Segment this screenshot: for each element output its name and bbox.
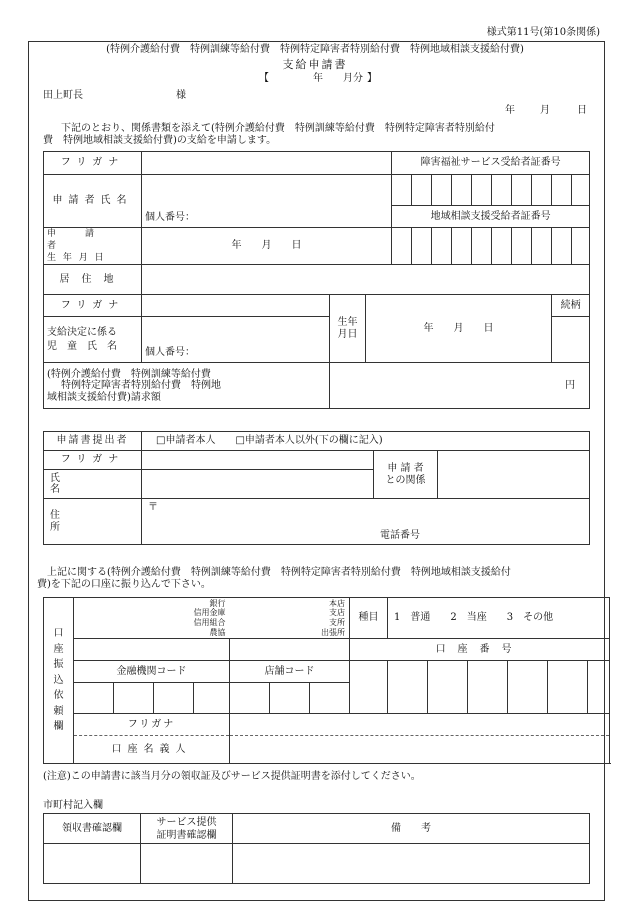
date-day: 日	[577, 105, 587, 116]
branch-code-digit[interactable]	[230, 683, 270, 714]
branch-code-label: 店舗コード	[230, 661, 350, 683]
account-number-digit[interactable]	[388, 661, 428, 714]
submitter-address-input[interactable]	[142, 499, 590, 545]
attachment-note: (注意)この申請書に該当月分の領収証及びサービス提供証明書を添付してください。	[43, 771, 421, 782]
office-title: 市町村記入欄	[43, 800, 103, 811]
bank-table	[43, 597, 610, 764]
regional-cert-digit[interactable]	[432, 228, 452, 265]
institution-code-digit[interactable]	[194, 683, 230, 714]
period-open: 【	[259, 73, 269, 84]
institution-code-digit[interactable]	[74, 683, 114, 714]
welfare-cert-label: 障害福祉サービス受給者証番号	[392, 152, 590, 175]
branch-filler	[230, 639, 350, 661]
phone-label: 電話番号	[380, 529, 420, 541]
regional-cert-label: 地域相談支援受給者証番号	[392, 206, 590, 228]
bank-side-label: 口 座 振 込 依 頼 欄	[44, 598, 74, 764]
date-year: 年	[505, 105, 515, 116]
relation-input[interactable]	[552, 317, 590, 363]
welfare-cert-digit[interactable]	[532, 175, 552, 206]
date-month: 月	[540, 105, 550, 116]
welfare-cert-digit[interactable]	[492, 175, 512, 206]
applicant-furigana-label: フリガナ	[44, 152, 142, 175]
regional-cert-digit[interactable]	[552, 228, 572, 265]
regional-cert-digit[interactable]	[412, 228, 432, 265]
submitter-furigana-input[interactable]	[142, 451, 374, 470]
applicant-name-label: 申請者氏名	[44, 175, 142, 228]
institution-code-digit[interactable]	[114, 683, 154, 714]
account-number-digit[interactable]	[548, 661, 588, 714]
receipt-check-label: 領収書確認欄	[44, 814, 141, 844]
form-number: 様式第11号(第10条関係)	[486, 27, 600, 38]
child-furigana-input[interactable]	[142, 295, 330, 317]
submitter-furigana-label: フリガナ	[44, 451, 142, 470]
remarks-label: 備 考	[233, 814, 590, 844]
period-close: 】	[367, 73, 377, 84]
relation-label: 続柄	[552, 295, 590, 317]
addressee-sama: 様	[176, 90, 186, 101]
welfare-cert-digit[interactable]	[392, 175, 412, 206]
postal-mark: 〒	[148, 502, 158, 513]
claim-unit: 円	[565, 380, 576, 392]
child-name-label: 支給決定に係る 児 童 氏 名	[44, 317, 142, 363]
intro-text: 下記のとおり、関係書類を添えて(特例介護給付費 特例訓練等給付費 特例特定障害者特別給付 費 特例地域相談支援給付費)の支給を申請します。	[43, 123, 495, 146]
account-type-options[interactable]: 1 普通 2 当座 3 その他	[388, 598, 610, 639]
addressee: 田上町長	[43, 90, 83, 101]
welfare-cert-digit[interactable]	[432, 175, 452, 206]
regional-cert-digit[interactable]	[392, 228, 412, 265]
applicant-birth-input[interactable]: 年 月 日	[142, 228, 392, 265]
submitter-label: 申請書提出者	[44, 432, 142, 451]
account-number-digit[interactable]	[508, 661, 548, 714]
address-label: 居住地	[44, 265, 142, 295]
welfare-cert-digit[interactable]	[452, 175, 472, 206]
child-birth-label: 生年 月日	[330, 295, 366, 363]
regional-cert-digit[interactable]	[512, 228, 532, 265]
institution-code-label: 金融機関コード	[74, 661, 230, 683]
submitter-name-input[interactable]	[142, 470, 374, 499]
submitter-option-other[interactable]: □申請者本人以外(下の欄に記入)	[235, 435, 383, 447]
office-table	[43, 813, 590, 884]
transfer-intro: 上記に関する(特例介護給付費 特例訓練等給付費 特例特定障害者特別給付費 特例地域相談支援給付 費)を下記の口座に振り込んで下さい。	[37, 567, 511, 590]
submitter-name-label: 氏名	[44, 470, 142, 499]
child-name-input[interactable]	[142, 317, 330, 363]
applicant-birth-label: 申 請 者 生 年 月 日	[44, 228, 142, 265]
applicant-name-input[interactable]	[142, 175, 392, 228]
remarks-input[interactable]	[233, 844, 590, 884]
regional-cert-digit[interactable]	[492, 228, 512, 265]
welfare-cert-digit[interactable]	[412, 175, 432, 206]
claim-label: (特例介護給付費 特例訓練等給付費 特例特定障害者特別給付費 特例地 域相談支援給付費)請求額	[44, 363, 330, 409]
submitter-relation-label: 申 請 者 との関係	[374, 451, 438, 499]
account-type-label: 種目	[350, 598, 388, 639]
claim-amount-input[interactable]	[330, 363, 590, 409]
applicant-my-number: 個人番号：	[145, 211, 195, 223]
account-number-digit[interactable]	[428, 661, 468, 714]
form-title: 支給申請書	[282, 58, 348, 71]
submitter-relation-input[interactable]	[438, 451, 590, 499]
regional-cert-digit[interactable]	[452, 228, 472, 265]
receipt-check-input[interactable]	[44, 844, 141, 884]
holder-labels: フリガナ 口座名義人	[74, 714, 230, 764]
regional-cert-digit[interactable]	[572, 228, 590, 265]
welfare-cert-digit[interactable]	[472, 175, 492, 206]
form-subtitle: (特例介護給付費 特例訓練等給付費 特例特定障害者特別給付費 特例地域相談支援給付費)	[106, 44, 524, 55]
applicant-table	[43, 151, 590, 409]
service-check-label: サービス提供 証明書確認欄	[141, 814, 233, 844]
submitter-options	[142, 432, 590, 451]
institution-code-digit[interactable]	[154, 683, 194, 714]
period-year: 年	[313, 73, 323, 84]
submitter-address-label: 住所	[44, 499, 142, 545]
welfare-cert-digit[interactable]	[552, 175, 572, 206]
holder-input[interactable]	[230, 714, 610, 764]
regional-cert-digit[interactable]	[532, 228, 552, 265]
child-birth-input[interactable]: 年 月 日	[366, 295, 552, 363]
branch-code-digit[interactable]	[310, 683, 350, 714]
institution-filler	[74, 639, 230, 661]
child-furigana-label: フリガナ	[44, 295, 142, 317]
account-number-digit[interactable]	[588, 661, 610, 714]
account-number-digit[interactable]	[468, 661, 508, 714]
regional-cert-digit[interactable]	[472, 228, 492, 265]
institution-name-input[interactable]: 銀行 信用金庫 信用組合 農協	[74, 598, 230, 639]
submitter-option-self[interactable]: □申請者本人	[156, 435, 216, 447]
period-month: 月分	[343, 73, 363, 84]
child-my-number: 個人番号：	[145, 346, 195, 358]
applicant-furigana-input[interactable]	[142, 152, 392, 175]
service-check-input[interactable]	[141, 844, 233, 884]
address-input[interactable]	[142, 265, 590, 295]
welfare-cert-digit[interactable]	[512, 175, 532, 206]
account-number-digit[interactable]	[350, 661, 388, 714]
welfare-cert-digit[interactable]	[572, 175, 590, 206]
branch-name-input[interactable]: 本店 支店 支所 出張所	[230, 598, 350, 639]
branch-code-digit[interactable]	[270, 683, 310, 714]
submitter-table	[43, 431, 590, 545]
account-number-label: 口座番号	[350, 639, 610, 661]
